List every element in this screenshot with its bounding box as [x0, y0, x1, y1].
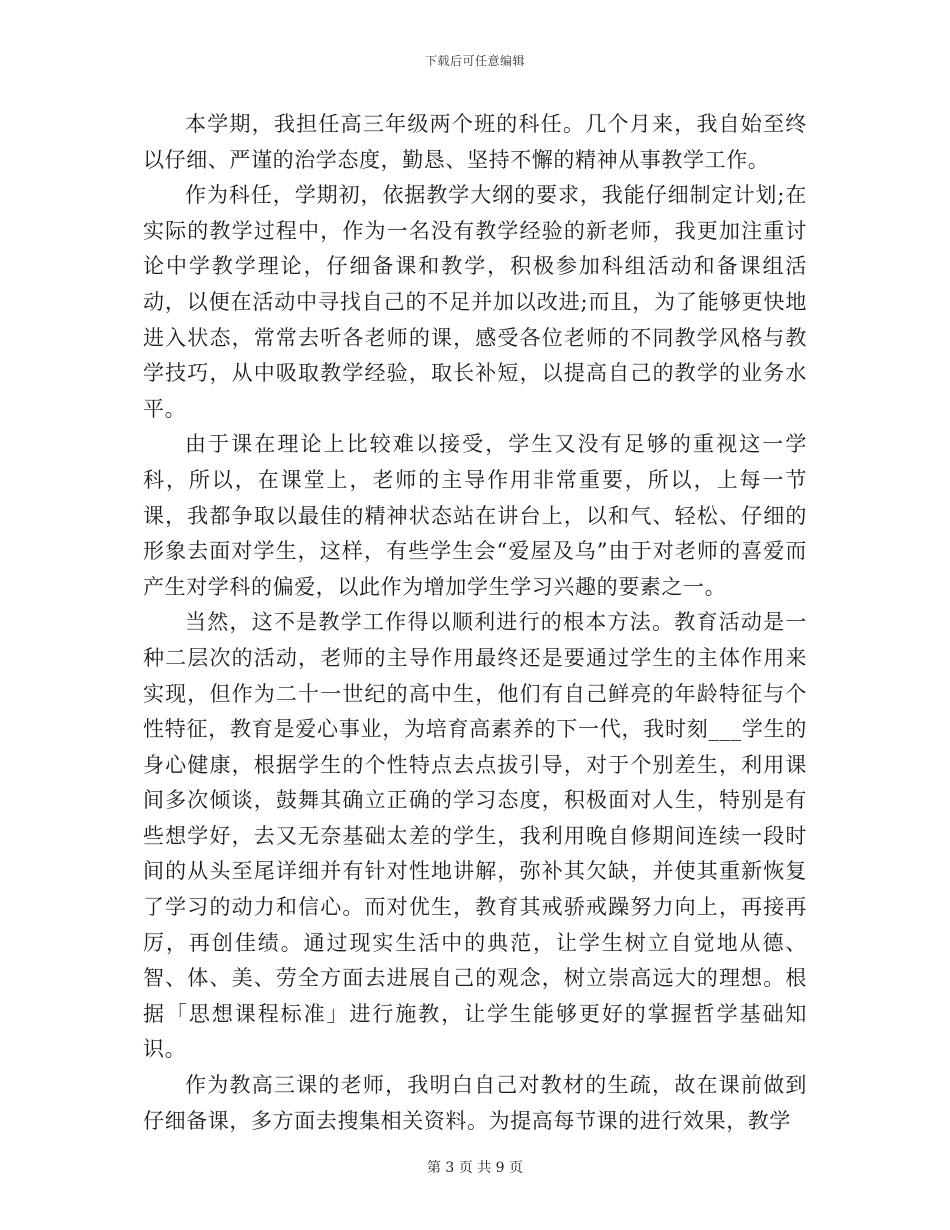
page-header-note: 下载后可任意编辑: [424, 54, 525, 68]
paragraph-5: 作为教高三课的老师，我明白自己对教材的生疏，故在课前做到仔细备课，多方面去搜集相关资料。为提高每节课的进行效果，教学: [143, 1073, 807, 1133]
paragraph-3: 由于课在理论上比较难以接受，学生又没有足够的重视这一学科，所以，在课堂上，老师的主导作用非常重要，所以，上每一节课，我都争取以最佳的精神状态站在讲台上，以和气、轻松、仔细的形象去面对学生，这样，有些学生会“爱屋及乌”由于对老师的喜爱而产生对学科的偏爱，以此作为增加学生学习兴趣的要素之一。: [143, 432, 807, 599]
document-body: [143, 107, 807, 1139]
page-number: 第 3 页 共 9 页: [426, 1160, 524, 1176]
paragraph-1: 本学期，我担任高三年级两个班的科任。几个月来，我自始至终以仔细、严谨的治学态度，勤恳、坚持不懈的精神从事教学工作。: [143, 112, 807, 172]
paragraph-4: 当然，这不是教学工作得以顺利进行的根本方法。教育活动是一种二层次的活动，老师的主导作用最终还是要通过学生的主体作用来实现，但作为二十一世纪的高中生，他们有自己鲜亮的年龄特征与个性特征，教育是爱心事业，为培育高素养的下一代，我时刻___学生的身心健康，根据学生的个性特点去点拔引导，对于个别差生，利用课间多次倾谈，鼓舞其确立正确的学习态度，积极面对人生，特别是有些想学好，去又无奈基础太差的学生，我利用晚自修期间连续一段时间的从头至尾详细并有针对性地讲解，弥补其欠缺，并使其重新恢复了学习的动力和信心。而对优生，教育其戒骄戒躁努力向上，再接再厉，再创佳绩。通过现实生活中的典范，让学生树立自觉地从德、智、体、美、劳全方面去进展自己的观念，树立崇高远大的理想。根据「思想课程标准」进行施教，让学生能够更好的掌握哲学基础知识。: [143, 610, 807, 1062]
paragraph-2: 作为科任，学期初，依据教学大纲的要求，我能仔细制定计划;在实际的教学过程中，作为一名没有教学经验的新老师，我更加注重讨论中学教学理论，仔细备课和教学，积极参加科组活动和备课组活动，以便在活动中寻找自己的不足并加以改进;而且，为了能够更快地进入状态，常常去听各老师的课，感受各位老师的不同教学风格与教学技巧，从中吸取教学经验，取长补短，以提高自己的教学的业务水平。: [143, 183, 807, 421]
